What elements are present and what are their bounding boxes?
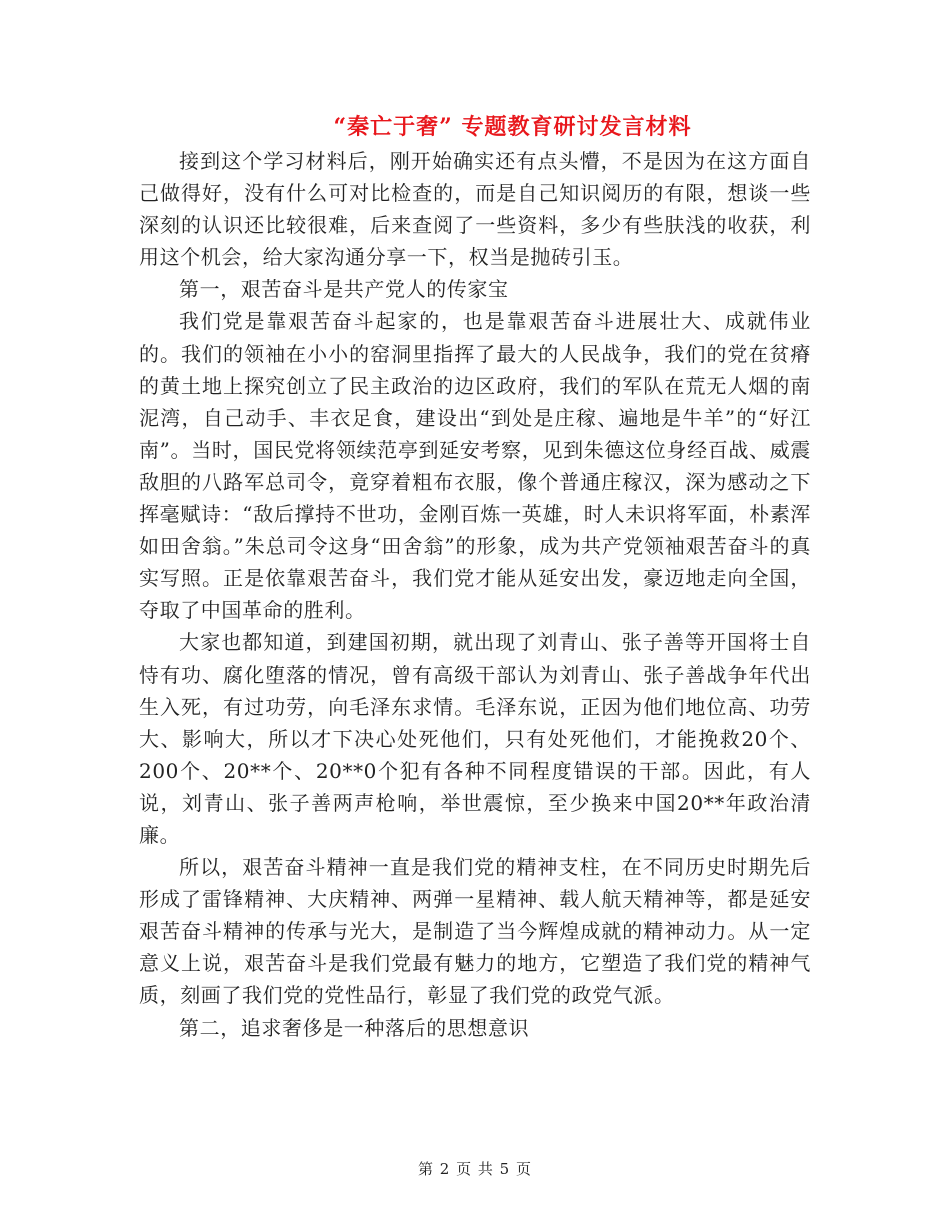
paragraph: 所以，艰苦奋斗精神一直是我们党的精神支柱，在不同历史时期先后形成了雷锋精神、大庆精神、两弹一星精神、载人航天精神等，都是延安艰苦奋斗精神的传承与光大，是制造了当今辉煌成就的精神动力。从一定意义上说，艰苦奋斗是我们党最有魅力的地方，它塑造了我们党的精神气质，刻画了我们党的党性品行，彰显了我们党的政党气派。 <box>139 855 811 1008</box>
paragraph: 我们党是靠艰苦奋斗起家的，也是靠艰苦奋斗进展壮大、成就伟业的。我们的领袖在小小的窑洞里指挥了最大的人民战争，我们的党在贫瘠的黄土地上探究创立了民主政治的边区政府，我们的军队在荒无人烟的南泥湾，自己动手、丰衣足食，建设出“到处是庄稼、遍地是牛羊”的“好江南”。当时，国民党将领续范亭到延安考察，见到朱德这位身经百战、威震敌胆的八路军总司令，竟穿着粗布衣服，像个普通庄稼汉，深为感动之下挥毫赋诗：“敌后撑持不世功，金刚百炼一英雄，时人未识将军面，朴素浑如田舍翁。”朱总司令这身“田舍翁”的形象，成为共产党领袖艰苦奋斗的真实写照。正是依靠艰苦奋斗，我们党才能从延安出发，豪迈地走向全国，夺取了中国革命的胜利。 <box>139 309 811 623</box>
paragraph: 大家也都知道，到建国初期，就出现了刘青山、张子善等开国将士自恃有功、腐化堕落的情况，曾有高级干部认为刘青山、张子善战争年代出生入死，有过功劳，向毛泽东求情。毛泽东说，正因为他们地位高、功劳大、影响大，所以才下决心处死他们，只有处死他们，才能挽救20个、200个、20**个、20**0个犯有各种不同程度错误的干部。因此，有人说，刘青山、张子善两声枪响，举世震惊，至少换来中国20**年政治清廉。 <box>139 630 811 847</box>
paragraph-intro: 接到这个学习材料后，刚开始确实还有点头懵，不是因为在这方面自己做得好，没有什么可对比检查的，而是自己知识阅历的有限，想谈一些深刻的认识还比较很难，后来查阅了一些资料，多少有些肤浅的收获，利用这个机会，给大家沟通分享一下，权当是抛砖引玉。 <box>139 149 811 270</box>
page-footer: 第 2 页 共 5 页 <box>418 1160 532 1178</box>
document-body <box>139 145 811 1044</box>
section-heading-2: 第二，追求奢侈是一种落后的思想意识 <box>179 1015 530 1040</box>
document-title: “秦亡于奢” 专题教育研讨发言材料 <box>333 114 692 140</box>
section-heading-1: 第一，艰苦奋斗是共产党人的传家宝 <box>179 277 509 302</box>
